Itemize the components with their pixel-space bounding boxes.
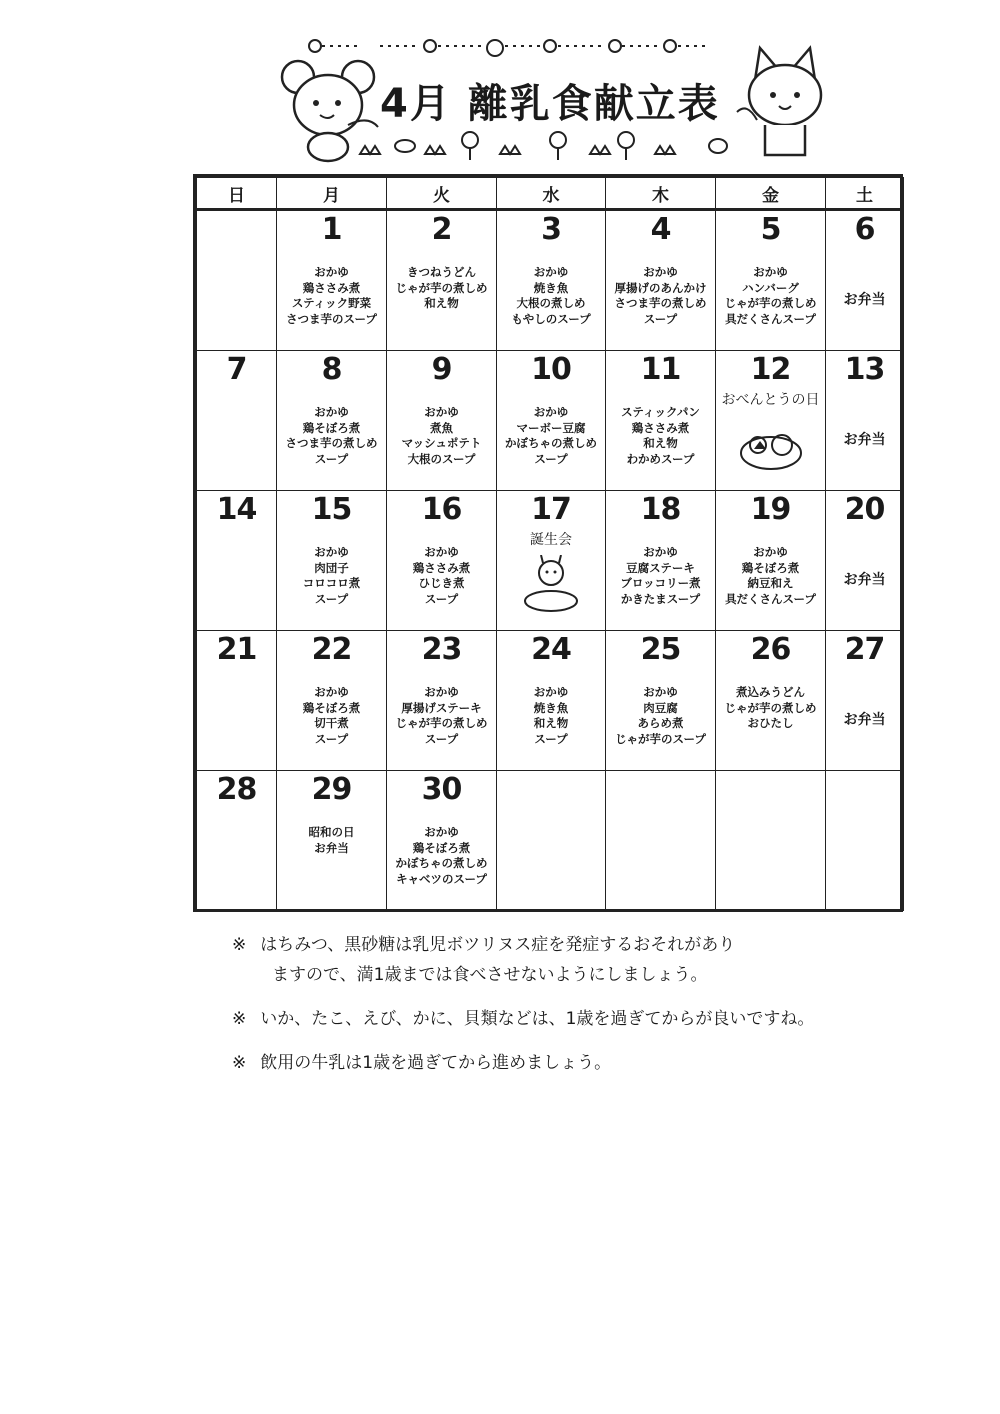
day-number: 23	[421, 632, 462, 667]
note-mark: ※	[232, 1009, 247, 1029]
note-1-line-2: ますので、満1歳までは食べさせないようにしましょう。	[272, 965, 708, 985]
menu-item: おかゆ	[314, 545, 349, 559]
calendar-day-cell	[497, 631, 606, 771]
calendar-week-row	[197, 351, 904, 491]
note-3-text: 飲用の牛乳は1歳を過ぎてから進めましょう。	[260, 1053, 612, 1073]
calendar-day-cell	[716, 631, 826, 771]
menu-list	[606, 685, 715, 747]
menu-item: お弁当	[843, 712, 886, 728]
day-number: 19	[750, 492, 791, 527]
calendar-day-cell	[197, 491, 277, 631]
calendar-day-cell	[387, 491, 497, 631]
cat-illustration	[735, 40, 835, 165]
day-number: 12	[750, 352, 791, 387]
menu-list	[387, 685, 496, 747]
note-2-text: いか、たこ、えび、かに、貝類などは、1歳を過ぎてからが良いですね。	[260, 1009, 815, 1029]
calendar-day-cell	[197, 210, 277, 351]
day-number: 16	[421, 492, 462, 527]
menu-item: ひじき煮	[418, 576, 465, 590]
menu-item: 鶏ささみ煮	[302, 280, 361, 295]
calendar-day-cell	[387, 210, 497, 351]
menu-list	[716, 685, 825, 732]
menu-item: スープ	[534, 731, 568, 746]
day-number: 22	[311, 632, 352, 667]
calendar-day-cell	[277, 631, 387, 771]
day-number: 27	[844, 632, 885, 667]
menu-item: おかゆ	[314, 685, 349, 699]
note-1-line-1: はちみつ、黒砂糖は乳児ボツリヌス症を発症するおそれがあり	[260, 935, 736, 955]
day-number: 6	[854, 212, 875, 247]
menu-item: おかゆ	[424, 685, 459, 699]
menu-calendar	[193, 174, 903, 912]
menu-item: 大根の煮しめ	[516, 296, 586, 310]
menu-item: きつねうどん	[407, 265, 476, 279]
calendar-table	[196, 177, 904, 911]
menu-item: 和え物	[643, 436, 678, 450]
calendar-day-cell	[826, 210, 904, 351]
menu-list	[826, 709, 903, 729]
calendar-day-cell	[387, 631, 497, 771]
calendar-day-cell	[826, 351, 904, 491]
menu-item: おかゆ	[533, 685, 569, 699]
note-2	[232, 1004, 912, 1034]
menu-list	[606, 405, 715, 467]
menu-item: かぼちゃの煮しめ	[505, 436, 597, 450]
calendar-day-cell	[497, 771, 606, 911]
calendar-week-row	[197, 631, 904, 771]
menu-item: 煮込みうどん	[736, 685, 805, 699]
calendar-day-cell	[387, 771, 497, 911]
calendar-day-cell	[197, 771, 277, 911]
menu-item: 焼き魚	[533, 280, 569, 295]
menu-item: おかゆ	[753, 545, 788, 559]
calendar-day-cell	[277, 491, 387, 631]
day-number: 15	[311, 492, 352, 527]
event-label: おべんとうの日	[721, 392, 820, 408]
day-number: 11	[640, 352, 681, 387]
menu-list	[606, 545, 715, 607]
menu-item: スティック野菜	[291, 296, 372, 310]
calendar-day-cell	[277, 210, 387, 351]
menu-list	[497, 265, 605, 327]
menu-item: おかゆ	[424, 545, 459, 559]
menu-item: じゃが芋の煮しめ	[724, 296, 817, 310]
menu-item: 昭和の日	[308, 825, 355, 839]
calendar-day-cell	[497, 491, 606, 631]
menu-item: 和え物	[533, 716, 569, 730]
menu-item: あらめ煮	[637, 716, 684, 730]
calendar-day-cell	[716, 491, 826, 631]
day-number: 5	[760, 212, 781, 247]
calendar-week-row	[197, 210, 904, 351]
calendar-day-cell	[606, 210, 716, 351]
note-3	[232, 1048, 912, 1078]
weekday-sun: 日	[197, 178, 277, 210]
menu-list	[497, 405, 605, 467]
menu-item: さつま芋のスープ	[286, 311, 377, 326]
menu-item: かぼちゃの煮しめ	[395, 856, 488, 870]
menu-item: もやしのスープ	[511, 311, 591, 326]
menu-item: おかゆ	[314, 405, 349, 419]
calendar-day-cell	[197, 351, 277, 491]
day-number: 24	[531, 632, 571, 667]
note-mark: ※	[232, 1053, 247, 1073]
notes-section	[232, 930, 912, 1092]
menu-item: じゃが芋の煮しめ	[395, 280, 488, 295]
menu-item: じゃが芋の煮しめ	[395, 716, 488, 730]
day-number: 21	[216, 632, 257, 667]
menu-item: おかゆ	[533, 405, 569, 419]
day-number: 28	[216, 772, 257, 807]
day-number: 1	[321, 212, 342, 247]
menu-list	[826, 429, 903, 449]
note-1	[232, 930, 912, 990]
menu-item: 鶏そぼろ煮	[302, 700, 361, 715]
day-number: 13	[844, 352, 885, 387]
menu-item: さつま芋の煮しめ	[285, 436, 378, 450]
menu-item: 納豆和え	[747, 576, 794, 590]
weekday-mon: 月	[277, 178, 387, 210]
menu-item: スティックパン	[621, 405, 700, 419]
calendar-day-cell	[277, 351, 387, 491]
menu-item: スープ	[534, 451, 568, 466]
calendar-day-cell	[197, 631, 277, 771]
menu-item: かきたまスープ	[620, 591, 701, 606]
menu-item: 鶏そぼろ煮	[412, 840, 471, 855]
menu-item: おかゆ	[314, 265, 349, 279]
menu-item: ハンバーグ	[742, 280, 799, 295]
menu-item: スープ	[643, 311, 678, 326]
calendar-day-cell	[606, 351, 716, 491]
event-label: 誕生会	[530, 532, 572, 548]
weekday-header-row	[197, 178, 904, 210]
menu-item: おかゆ	[643, 545, 678, 559]
calendar-week-row	[197, 771, 904, 911]
menu-item: キャベツのスープ	[396, 871, 487, 886]
menu-item: ブロッコリー煮	[620, 576, 701, 590]
calendar-day-cell	[826, 491, 904, 631]
menu-item: おかゆ	[424, 405, 459, 419]
menu-item: じゃが芋のスープ	[615, 731, 706, 746]
page-title: 4月 離乳食献立表	[380, 81, 720, 127]
bento-box-illustration	[736, 415, 806, 475]
birthday-cake-illustration	[516, 555, 586, 615]
menu-item: スープ	[424, 591, 459, 606]
day-number: 3	[541, 212, 561, 247]
menu-item: スープ	[314, 731, 349, 746]
weekday-fri: 金	[716, 178, 826, 210]
day-number: 2	[431, 212, 452, 247]
menu-list	[497, 685, 605, 747]
menu-item: お弁当	[843, 572, 886, 588]
calendar-day-cell	[497, 210, 606, 351]
menu-item: マーボー豆腐	[516, 420, 586, 435]
calendar-day-cell	[606, 771, 716, 911]
day-number: 10	[531, 352, 571, 387]
menu-item: 豆腐ステーキ	[626, 560, 695, 575]
menu-list	[716, 545, 825, 607]
menu-list	[277, 545, 386, 607]
calendar-day-cell	[497, 351, 606, 491]
calendar-day-cell	[716, 351, 826, 491]
menu-item: 鶏そぼろ煮	[741, 560, 800, 575]
menu-item: おかゆ	[643, 685, 678, 699]
calendar-day-cell	[826, 771, 904, 911]
menu-item: おひたし	[747, 716, 794, 730]
calendar-day-cell	[826, 631, 904, 771]
menu-list	[387, 545, 496, 607]
menu-item: おかゆ	[533, 265, 569, 279]
menu-item: コロコロ煮	[302, 576, 361, 590]
menu-item: 具だくさんスープ	[725, 311, 816, 326]
menu-item: 肉団子	[314, 560, 349, 575]
menu-item: 切干煮	[314, 716, 349, 730]
day-number: 8	[321, 352, 342, 387]
calendar-day-cell	[716, 210, 826, 351]
day-number: 30	[421, 772, 462, 807]
menu-list	[277, 685, 386, 747]
menu-list	[277, 405, 386, 467]
calendar-day-cell	[716, 771, 826, 911]
menu-item: 鶏ささみ煮	[631, 420, 690, 435]
day-number: 17	[531, 492, 571, 527]
menu-item: スープ	[424, 731, 459, 746]
menu-list	[387, 825, 496, 887]
menu-item: おかゆ	[643, 265, 678, 279]
menu-item: 肉豆腐	[643, 700, 678, 715]
menu-list	[387, 405, 496, 467]
menu-list	[606, 265, 715, 327]
note-mark: ※	[232, 935, 247, 955]
menu-item: 焼き魚	[533, 700, 569, 715]
weekday-sat: 土	[826, 178, 904, 210]
menu-item: 厚揚げステーキ	[401, 700, 482, 715]
day-number: 26	[750, 632, 791, 667]
day-number: 7	[226, 352, 247, 387]
calendar-day-cell	[606, 631, 716, 771]
day-number: 4	[650, 212, 671, 247]
calendar-week-row	[197, 491, 904, 631]
menu-item: さつま芋の煮しめ	[614, 296, 707, 310]
menu-item: わかめスープ	[626, 451, 695, 466]
day-number: 20	[844, 492, 885, 527]
menu-item: 具だくさんスープ	[725, 591, 816, 606]
calendar-day-cell	[277, 771, 387, 911]
menu-item: おかゆ	[753, 265, 788, 279]
menu-list	[716, 265, 825, 327]
menu-item: おかゆ	[424, 825, 459, 839]
menu-item: 厚揚げのあんかけ	[614, 280, 707, 295]
menu-item: 煮魚	[430, 420, 453, 435]
menu-list	[826, 289, 903, 309]
menu-item: スープ	[314, 451, 349, 466]
menu-item: お弁当	[314, 840, 349, 855]
menu-item: じゃが芋の煮しめ	[724, 700, 817, 715]
day-number: 18	[640, 492, 681, 527]
menu-list	[277, 265, 386, 327]
day-number: 29	[311, 772, 352, 807]
calendar-day-cell	[606, 491, 716, 631]
day-number: 9	[431, 352, 452, 387]
day-number: 25	[640, 632, 681, 667]
menu-list	[826, 569, 903, 589]
weekday-thu: 木	[606, 178, 716, 210]
menu-item: 大根のスープ	[407, 451, 476, 466]
menu-item: お弁当	[843, 292, 886, 308]
weekday-tue: 火	[387, 178, 497, 210]
menu-list	[387, 265, 496, 312]
menu-item: マッシュポテト	[401, 436, 482, 450]
menu-list	[277, 825, 386, 856]
calendar-day-cell	[387, 351, 497, 491]
weekday-wed: 水	[497, 178, 606, 210]
menu-item: 鶏ささみ煮	[412, 560, 471, 575]
menu-item: 鶏そぼろ煮	[302, 420, 361, 435]
day-number: 14	[216, 492, 257, 527]
menu-item: 和え物	[424, 296, 459, 310]
menu-item: お弁当	[843, 432, 886, 448]
menu-item: スープ	[314, 591, 349, 606]
